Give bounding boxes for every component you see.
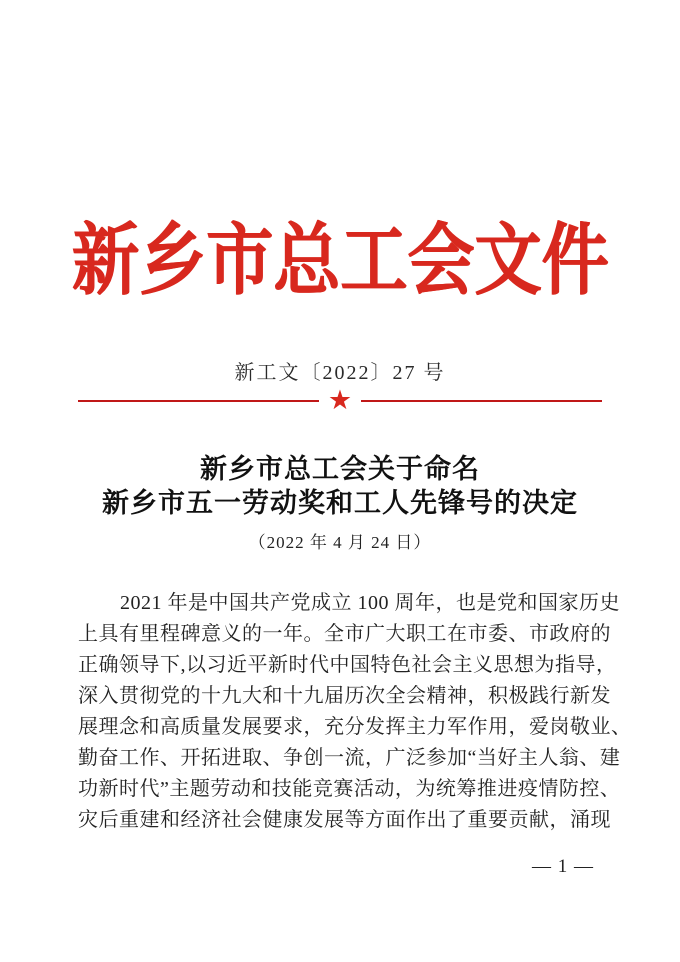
letterhead-title: 新乡市总工会文件 [71, 217, 609, 304]
body-paragraph [78, 588, 632, 836]
body-line: 2021 年是中国共产党成立 100 周年，也是党和国家历史 [120, 592, 620, 614]
red-rule-right [361, 400, 602, 402]
star-icon: ★ [327, 385, 353, 416]
body-line: 深入贯彻党的十九大和十九届历次全会精神，积极践行新发 [78, 685, 611, 707]
document-number: 新工文〔2022〕27 号 [234, 362, 446, 384]
document-date: （2022 年 4 月 24 日） [248, 533, 432, 552]
red-rule-left [78, 400, 319, 402]
red-divider [78, 385, 602, 416]
document-title [0, 452, 680, 520]
document-title-line2: 新乡市五一劳动奖和工人先锋号的决定 [102, 488, 578, 518]
body-line: 正确领导下,以习近平新时代中国特色社会主义思想为指导， [78, 654, 617, 676]
body-line: 灾后重建和经济社会健康发展等方面作出了重要贡献，涌现 [78, 809, 611, 831]
document-title-line1: 新乡市总工会关于命名 [200, 454, 480, 484]
body-line: 勤奋工作、开拓进取、争创一流，广泛参加“当好主人翁、建 [78, 747, 621, 769]
body-line: 上具有里程碑意义的一年。全市广大职工在市委、市政府的 [78, 623, 611, 645]
body-line: 功新时代”主题劳动和技能竞赛活动，为统筹推进疫情防控、 [78, 778, 621, 800]
page-number: — 1 — [532, 856, 594, 877]
body-line: 展理念和高质量发展要求，充分发挥主力军作用，爱岗敬业、 [78, 716, 632, 738]
